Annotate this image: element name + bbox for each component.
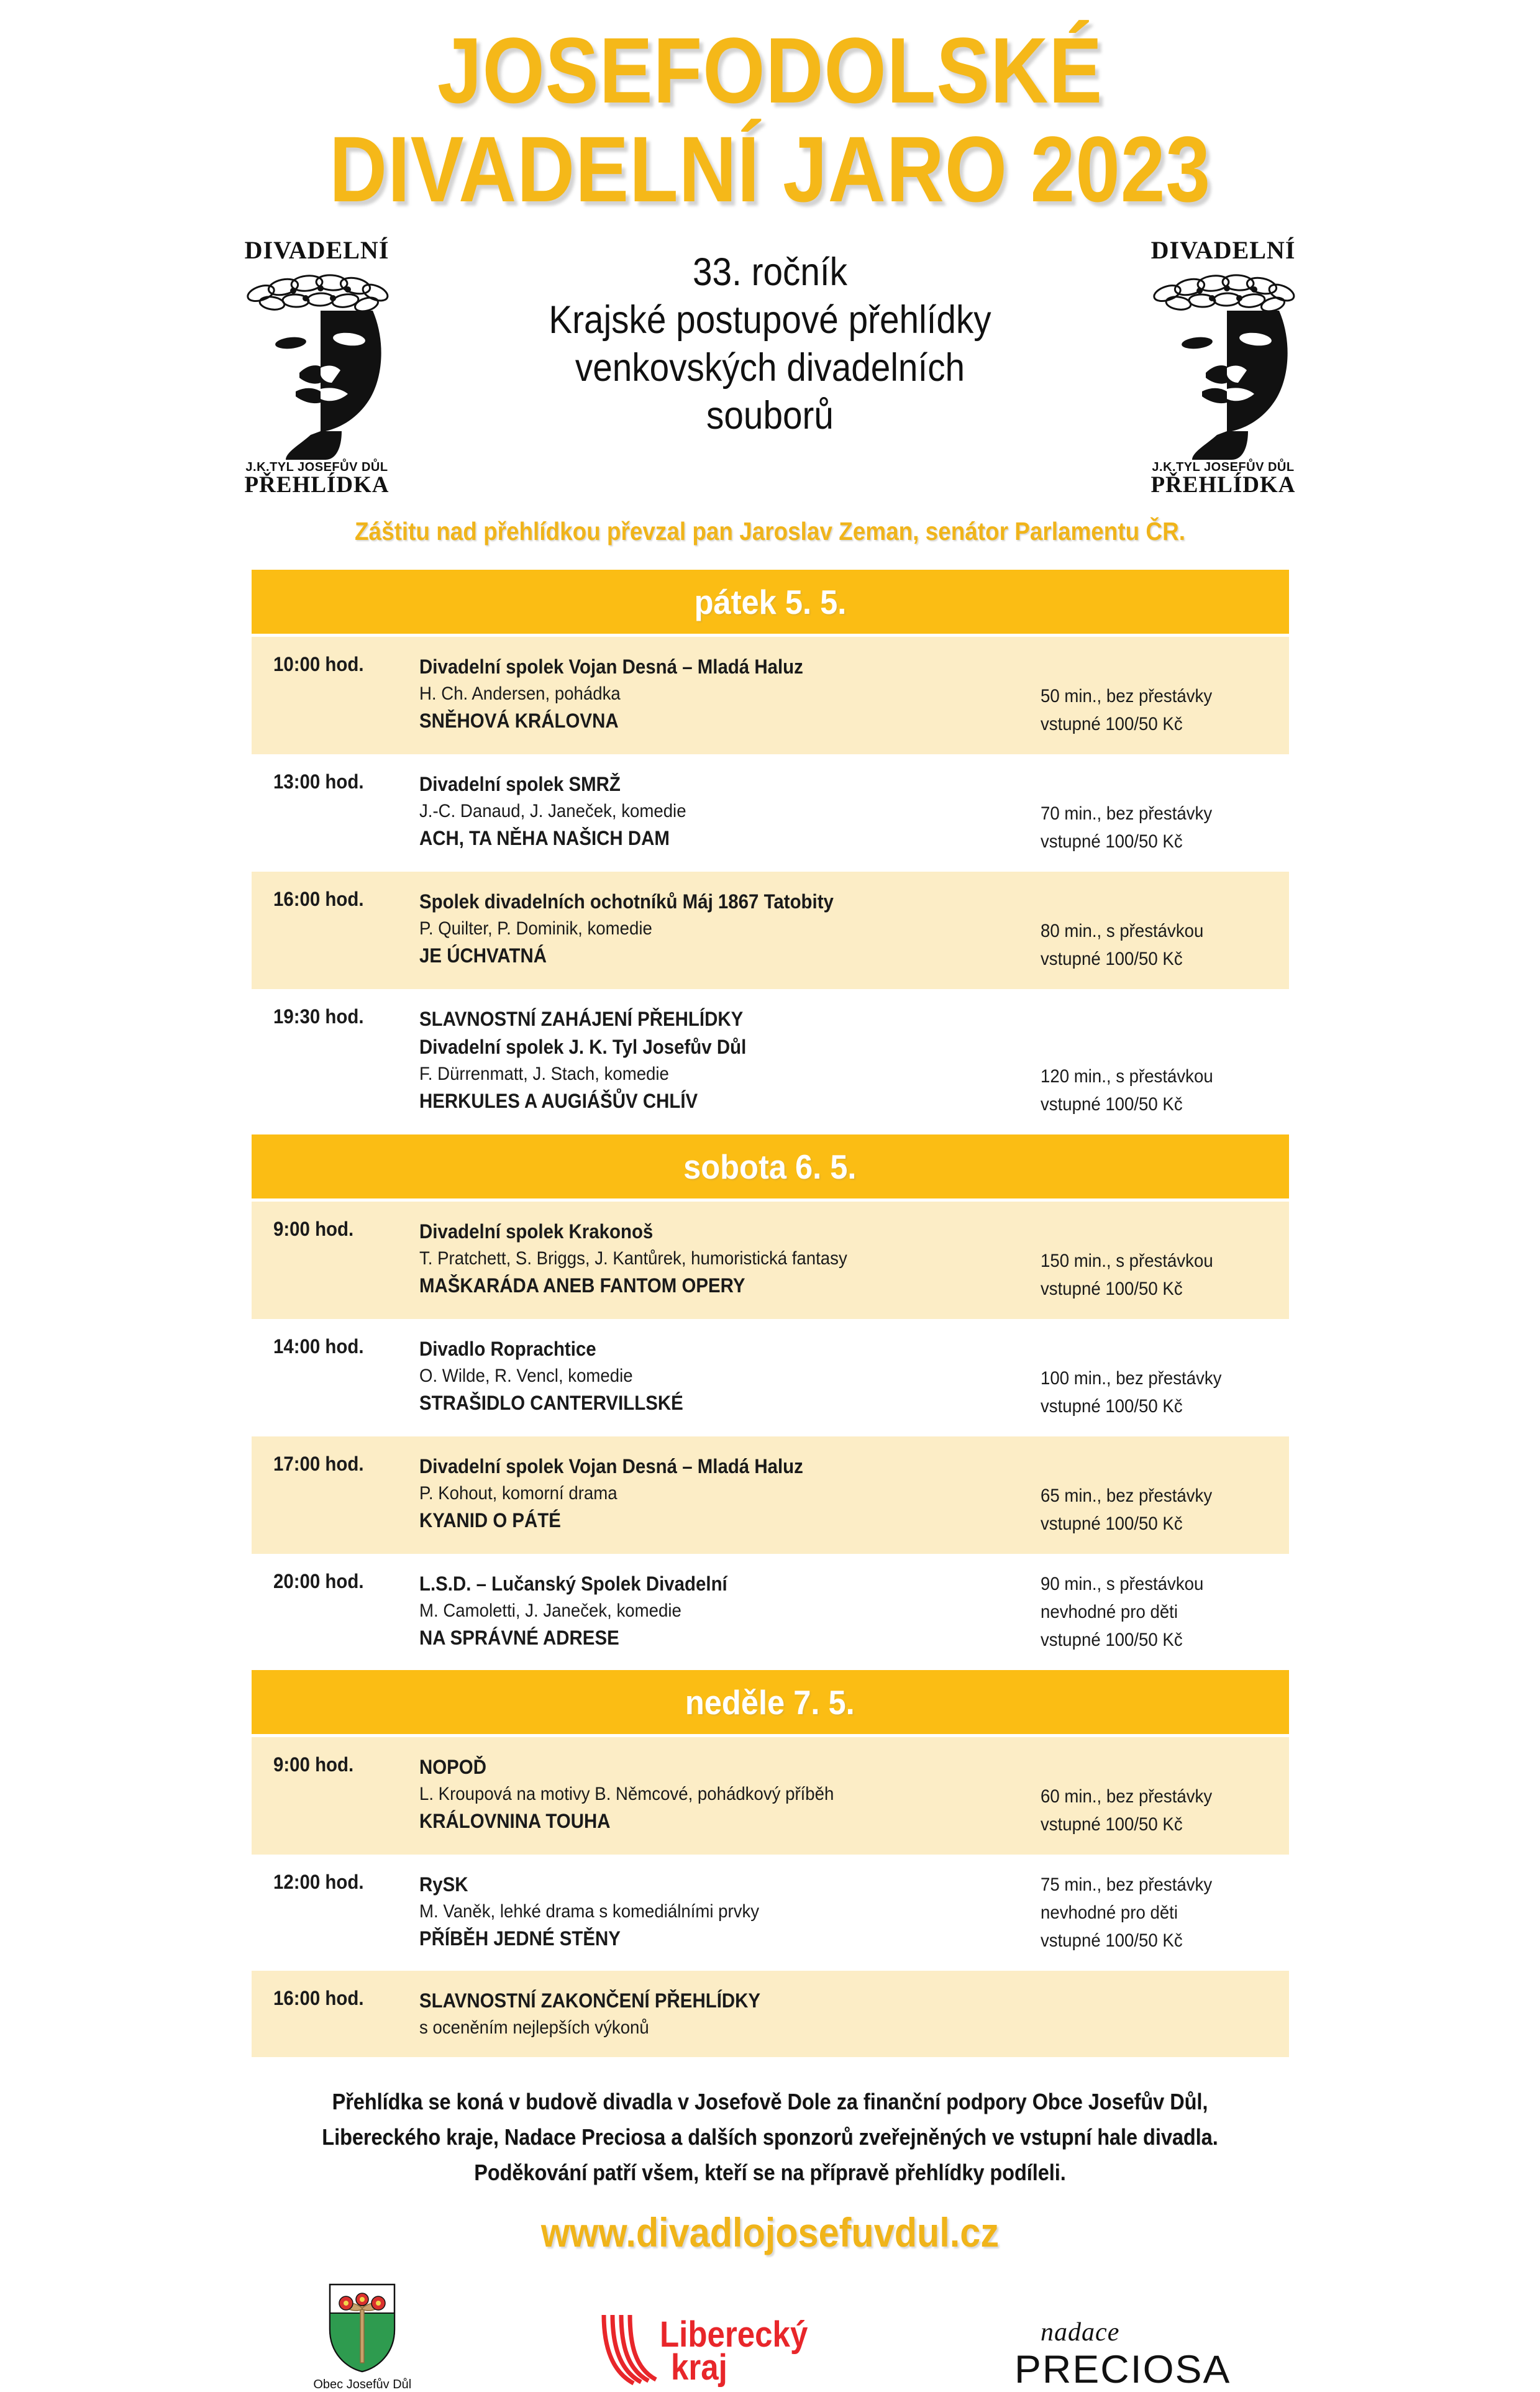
logo-mid-text: J.K.TYL JOSEFŮV DŮL (1152, 460, 1295, 474)
author-genre: J.-C. Danaud, J. Janeček, komedie (419, 800, 686, 821)
show-meta-line: vstupné 100/50 Kč (1040, 1930, 1183, 1951)
ensemble-name: Spolek divadelních ochotníků Máj 1867 Tatobity (419, 890, 834, 913)
theatre-mask-logo-icon (1132, 234, 1314, 495)
show-details (419, 1335, 1041, 1417)
day-header-label: sobota 6. 5. (683, 1147, 857, 1186)
play-title: JE ÚCHVATNÁ (419, 944, 547, 967)
show-meta (1041, 1570, 1289, 1654)
day-header-label: pátek 5. 5. (694, 582, 846, 621)
show-meta-line: vstupné 100/50 Kč (1040, 714, 1183, 734)
show-time: 9:00 hod. (273, 1218, 353, 1240)
show-details (419, 770, 1041, 852)
subtitle-line-3: venkovských divadelních (575, 345, 965, 390)
author-genre: s oceněním nejlepších výkonů (419, 2017, 649, 2038)
play-title: KYANID O PÁTÉ (419, 1509, 561, 1532)
ceremony-label: SLAVNOSTNÍ ZAHÁJENÍ PŘEHLÍDKY (419, 1008, 743, 1030)
liberecky-kraj-line-2: kraj (671, 2347, 728, 2388)
festival-logo-right (1130, 234, 1316, 495)
day-header (252, 570, 1289, 634)
ensemble-name: Divadelní spolek SMRŽ (419, 773, 621, 795)
logo-top-text: DIVADELNÍ (1150, 236, 1296, 264)
ensemble-name: Divadlo Roprachtice (419, 1338, 596, 1360)
schedule-row (252, 1436, 1289, 1554)
show-time: 9:00 hod. (273, 1753, 353, 1776)
festival-logo-left (224, 234, 410, 495)
show-meta-line: 75 min., bez přestávky (1040, 1874, 1212, 1895)
show-meta-line: 150 min., s přestávkou (1040, 1251, 1213, 1271)
preciosa-nadace-text: nadace (1041, 2318, 1120, 2347)
show-details (419, 1570, 1041, 1652)
show-time: 16:00 hod. (273, 1987, 364, 2009)
show-meta-line: vstupné 100/50 Kč (1040, 949, 1183, 969)
day-header-label: neděle 7. 5. (685, 1682, 855, 1722)
schedule-row (252, 989, 1289, 1134)
ensemble-name: RySK (419, 1873, 468, 1896)
show-time: 20:00 hod. (273, 1570, 364, 1592)
show-meta-line: 50 min., bez přestávky (1040, 686, 1212, 706)
show-details (419, 1987, 1041, 2041)
author-genre: H. Ch. Andersen, pohádka (419, 683, 621, 704)
show-meta-line: 80 min., s přestávkou (1040, 921, 1203, 941)
show-meta (1041, 1335, 1289, 1420)
show-details (419, 1218, 1041, 1300)
patron-line: Záštitu nad přehlídkou převzal pan Jaroslav Zeman, senátor Parlamentu ČR. (355, 517, 1185, 546)
sponsor-obec-caption: Obec Josefův Důl (313, 2378, 412, 2392)
show-meta (1041, 888, 1289, 973)
schedule-row (252, 1855, 1289, 1971)
play-title: HERKULES A AUGIÁŠŮV CHLÍV (419, 1089, 698, 1112)
show-details (419, 1005, 1041, 1115)
liberecky-kraj-line-1: Liberecký (660, 2314, 808, 2355)
title-line-1: JOSEFODOLSKÉ (437, 18, 1103, 122)
logo-bottom-text: PŘEHLÍDKA (1150, 472, 1296, 495)
show-time: 14:00 hod. (273, 1335, 364, 1358)
footer-line-3: Poděkování patří všem, kteří se na přípravě přehlídky podíleli. (474, 2159, 1066, 2185)
author-genre: L. Kroupová na motivy B. Němcové, pohádkový příběh (419, 1783, 834, 1804)
show-details (419, 653, 1041, 735)
obec-josefuv-dul-crest-icon (325, 2281, 399, 2374)
show-meta-line: vstupné 100/50 Kč (1040, 1630, 1183, 1650)
show-meta (1041, 1005, 1289, 1118)
logo-mid-text: J.K.TYL JOSEFŮV DŮL (245, 460, 388, 474)
sponsor-logos (0, 2281, 1540, 2392)
show-meta (1041, 1753, 1289, 1838)
footer-line-2: Libereckého kraje, Nadace Preciosa a dalších sponzorů zveřejněných ve vstupní hale divadla. (322, 2124, 1218, 2150)
author-genre: F. Dürrenmatt, J. Stach, komedie (419, 1063, 669, 1084)
ensemble-name: Divadelní spolek J. K. Tyl Josefův Důl (419, 1035, 746, 1058)
schedule-row (252, 1319, 1289, 1436)
show-meta (1041, 1218, 1289, 1303)
show-meta-line: nevhodné pro děti (1040, 1902, 1178, 1923)
footer-note (0, 2084, 1540, 2191)
show-meta-line: vstupné 100/50 Kč (1040, 1279, 1183, 1299)
show-time: 13:00 hod. (273, 770, 364, 793)
show-meta (1041, 1453, 1289, 1538)
header-row (0, 234, 1540, 495)
poster-subtitle (410, 234, 1130, 439)
show-meta-line: vstupné 100/50 Kč (1040, 1513, 1183, 1534)
play-title: NA SPRÁVNÉ ADRESE (419, 1626, 619, 1649)
author-genre: M. Camoletti, J. Janeček, komedie (419, 1600, 681, 1621)
show-details (419, 1753, 1041, 1835)
subtitle-line-1: 33. ročník (693, 250, 847, 294)
logo-top-text: DIVADELNÍ (244, 236, 390, 264)
show-time: 16:00 hod. (273, 888, 364, 910)
show-meta (1041, 1871, 1289, 1955)
day-header (252, 1134, 1289, 1198)
ensemble-name: L.S.D. – Lučanský Spolek Divadelní (419, 1573, 727, 1595)
show-meta-line: vstupné 100/50 Kč (1040, 1094, 1183, 1115)
show-time: 10:00 hod. (273, 653, 364, 675)
show-time: 19:30 hod. (273, 1005, 364, 1028)
show-time: 12:00 hod. (273, 1871, 364, 1893)
schedule-row (252, 754, 1289, 872)
show-details (419, 888, 1041, 970)
ensemble-name: Divadelní spolek Krakonoš (419, 1220, 653, 1243)
schedule-row (252, 1202, 1289, 1319)
ceremony-label: SLAVNOSTNÍ ZAKONČENÍ PŘEHLÍDKY (419, 1989, 760, 2012)
show-meta-line: 120 min., s přestávkou (1040, 1066, 1213, 1087)
show-meta-line: 90 min., s přestávkou (1040, 1574, 1203, 1594)
show-meta-line: nevhodné pro děti (1040, 1602, 1178, 1622)
title-line-2: DIVADELNÍ JARO 2023 (329, 117, 1211, 221)
sponsor-nadace-preciosa (1014, 2317, 1231, 2392)
ensemble-name: Divadelní spolek Vojan Desná – Mladá Haluz (419, 1455, 803, 1477)
ensemble-name: Divadelní spolek Vojan Desná – Mladá Haluz (419, 655, 803, 678)
author-genre: P. Quilter, P. Dominik, komedie (419, 918, 652, 939)
schedule-panel (252, 570, 1289, 2057)
show-meta-line: vstupné 100/50 Kč (1040, 831, 1183, 852)
show-meta-line: 60 min., bez přestávky (1040, 1786, 1212, 1807)
show-meta-line: 100 min., bez přestávky (1040, 1368, 1221, 1389)
show-meta-line: vstupné 100/50 Kč (1040, 1396, 1183, 1417)
play-title: ACH, TA NĚHA NAŠICH DAM (419, 826, 670, 849)
day-header (252, 1670, 1289, 1734)
sponsor-liberecky-kraj (598, 2310, 828, 2392)
schedule-row (252, 872, 1289, 989)
play-title: STRAŠIDLO CANTERVILLSKÉ (419, 1391, 683, 1414)
show-meta (1041, 770, 1289, 856)
play-title: SNĚHOVÁ KRÁLOVNA (419, 709, 619, 732)
show-time: 17:00 hod. (273, 1453, 364, 1475)
author-genre: T. Pratchett, S. Briggs, J. Kantůrek, humoristická fantasy (419, 1248, 847, 1269)
logo-bottom-text: PŘEHLÍDKA (244, 472, 390, 495)
sponsor-obec-josefuv-dul (313, 2281, 411, 2392)
ensemble-name: NOPOĎ (419, 1756, 486, 1778)
play-title: MAŠKARÁDA ANEB FANTOM OPERY (419, 1274, 745, 1297)
show-meta-line: 70 min., bez přestávky (1040, 803, 1212, 824)
theatre-mask-logo-icon (226, 234, 408, 495)
author-genre: M. Vaněk, lehké drama s komediálními prvky (419, 1901, 759, 1922)
schedule-row (252, 1737, 1289, 1855)
show-details (419, 1871, 1041, 1953)
show-meta-line: 65 min., bez přestávky (1040, 1486, 1212, 1506)
schedule-row (252, 637, 1289, 754)
poster-title (0, 0, 1540, 219)
website-url[interactable]: www.divadlojosefuvdul.cz (540, 2209, 1000, 2256)
schedule-row (252, 1554, 1289, 1670)
schedule-row (252, 1971, 1289, 2057)
subtitle-line-4: souborů (706, 393, 834, 437)
show-details (419, 1453, 1041, 1535)
play-title: KRÁLOVNINA TOUHA (419, 1809, 610, 1832)
play-title: PŘÍBĚH JEDNÉ STĚNY (419, 1927, 621, 1950)
show-meta-line: vstupné 100/50 Kč (1040, 1814, 1183, 1835)
subtitle-line-2: Krajské postupové přehlídky (549, 298, 991, 342)
liberecky-kraj-swoosh-icon (598, 2310, 657, 2392)
show-meta (1041, 653, 1289, 738)
author-genre: P. Kohout, komorní drama (419, 1482, 617, 1504)
author-genre: O. Wilde, R. Vencl, komedie (419, 1365, 633, 1386)
preciosa-wordmark: PRECIOSA (1014, 2348, 1231, 2392)
footer-line-1: Přehlídka se koná v budově divadla v Josefově Dole za finanční podpory Obce Josefův Důl, (332, 2088, 1208, 2114)
